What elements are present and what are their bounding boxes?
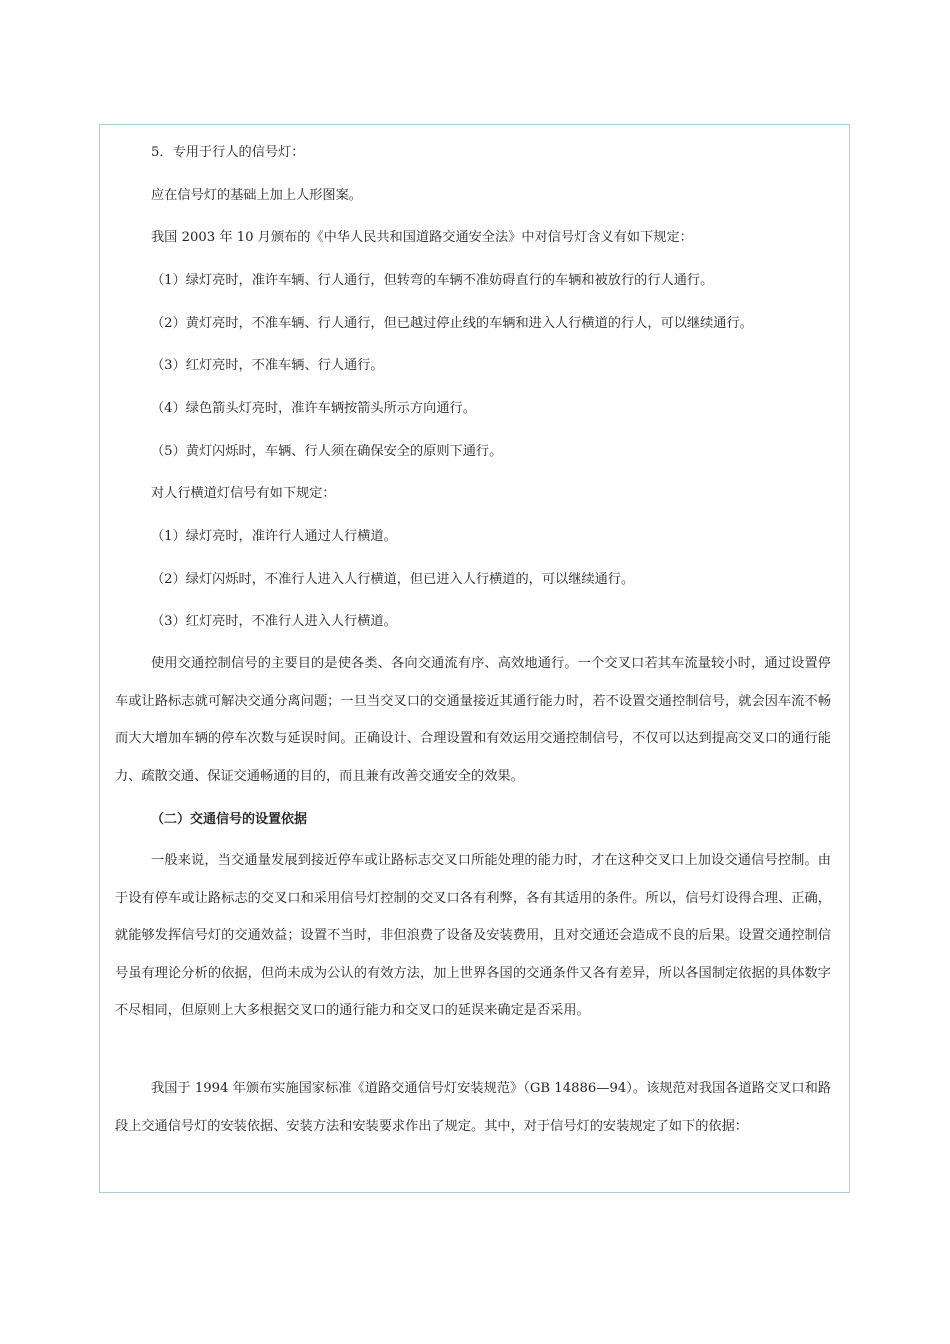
list-item: （1）绿灯亮时，准许行人通过人行横道。 — [151, 529, 397, 544]
list-item: （4）绿色箭头灯亮时，准许车辆按箭头所示方向通行。 — [151, 401, 476, 416]
list-item: （3）红灯亮时，不准车辆、行人通行。 — [151, 358, 384, 373]
pedestrian-signal-heading: 5．专用于行人的信号灯： — [151, 145, 305, 160]
text-line: 我国 2003 年 10 月颁布的《中华人民共和国道路交通安全法》中对信号灯含义有如下规定： — [151, 230, 693, 245]
list-item: （2）黄灯亮时，不准车辆、行人通行，但已越过停止线的车辆和进入人行横道的行人，可以继续通行。 — [151, 316, 753, 331]
section-heading: （二）交通信号的设置依据 — [151, 812, 308, 827]
list-item: （2）绿灯闪烁时，不准行人进入人行横道，但已进入人行横道的，可以继续通行。 — [151, 572, 635, 587]
list-item: （3）红灯亮时，不准行人进入人行横道。 — [151, 614, 397, 629]
paragraph-standard: 我国于 1994 年颁布实施国家标准《道路交通信号灯安装规范》（GB 14886—94）。该规范对我国各道路交叉口和路段上交通信号灯的安装依据、安装方法和安装要求作出了规定。其中，对于信号灯的安装规定了如下的依据： — [115, 1081, 831, 1134]
text-line: 对人行横道灯信号有如下规定： — [151, 486, 336, 501]
text-line: 应在信号灯的基础上加上人形图案。 — [151, 188, 362, 203]
list-item: （5）黄灯闪烁时，车辆、行人须在确保安全的原则下通行。 — [151, 444, 503, 459]
paragraph-purpose: 使用交通控制信号的主要目的是使各类、各向交通流有序、高效地通行。一个交叉口若其车流量较小时，通过设置停车或让路标志就可解决交通分离问题；一旦当交叉口的交通量接近其通行能力时，若不设置交通控制信号，就会因车流不畅而大大增加车辆的停车次数与延误时间。正确设计、合理设置和有效运用交通控制信号，不仅可以达到提高交叉口的通行能力、疏散交通、保证交通畅通的目的，而且兼有改善交通安全的效果。 — [115, 656, 831, 784]
document-content-frame — [99, 124, 850, 1193]
paragraph-basis: 一般来说，当交通量发展到接近停车或让路标志交叉口所能处理的能力时，才在这种交叉口上加设交通信号控制。由于设有停车或让路标志的交叉口和采用信号灯控制的交叉口各有利弊，各有其适用的条件。所以，信号灯设得合理、正确，就能够发挥信号灯的交通效益；设置不当时，非但浪费了设备及安装费用，且对交通还会造成不良的后果。设置交通控制信号虽有理论分析的依据，但尚未成为公认的有效方法，加上世界各国的交通条件又各有差异，所以各国制定依据的具体数字不尽相同，但原则上大多根据交叉口的通行能力和交叉口的延误来确定是否采用。 — [115, 853, 831, 1018]
list-item: （1）绿灯亮时，准许车辆、行人通行，但转弯的车辆不准妨碍直行的车辆和被放行的行人通行。 — [151, 273, 714, 288]
